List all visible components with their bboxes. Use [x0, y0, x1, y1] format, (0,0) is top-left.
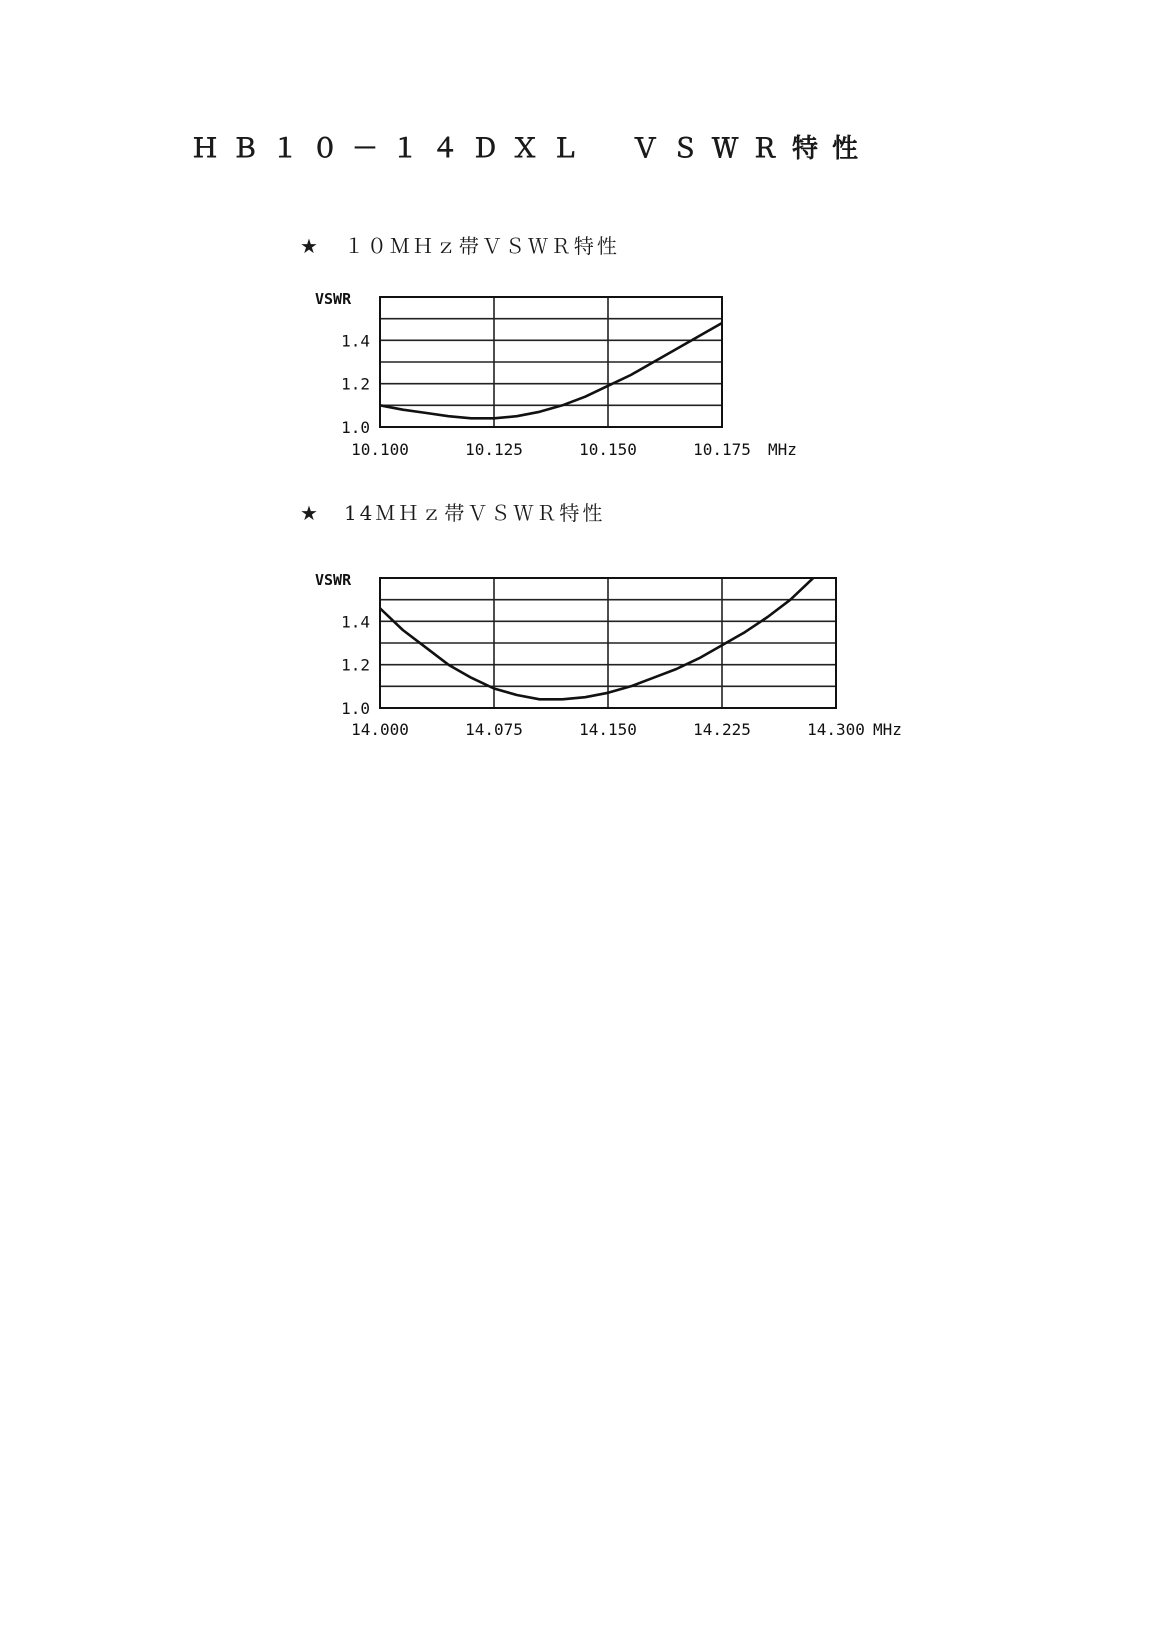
- x-tick-label: 10.125: [465, 440, 523, 459]
- y-tick-label: 1.0: [341, 418, 370, 437]
- x-tick-label: 14.300: [807, 720, 865, 739]
- y-tick-label: 1.4: [341, 331, 370, 351]
- x-tick-label: 14.000: [351, 720, 409, 739]
- x-tick-label: 14.225: [693, 720, 751, 739]
- vswr-curve: [380, 578, 813, 699]
- vswr-curve: [380, 323, 722, 418]
- star-icon: ★: [300, 501, 318, 525]
- chart-14mhz: [315, 571, 902, 739]
- star-icon: ★: [300, 234, 318, 258]
- y-axis-label: VSWR: [315, 571, 352, 589]
- y-tick-label: 1.4: [341, 612, 370, 632]
- chart-10mhz: [315, 290, 797, 459]
- x-axis-unit-label: MHz: [768, 440, 797, 459]
- page-title: ＨＢ１０－１４ＤＸＬ ＶＳＷＲ特性: [192, 134, 873, 163]
- y-axis-label: VSWR: [315, 290, 352, 308]
- chart-heading-label: 14ＭＨｚ帯ＶＳＷＲ特性: [343, 501, 606, 525]
- x-tick-label: 10.175: [693, 440, 751, 459]
- x-axis-unit-label: MHz: [873, 720, 902, 739]
- y-tick-label: 1.2: [341, 374, 370, 394]
- y-tick-label: 1.2: [341, 655, 370, 675]
- x-tick-label: 14.150: [579, 720, 637, 739]
- chart-heading-label: １０ＭＨｚ帯ＶＳＷＲ特性: [343, 234, 620, 258]
- x-tick-label: 14.075: [465, 720, 523, 739]
- x-tick-label: 10.150: [579, 440, 637, 459]
- y-tick-label: 1.0: [341, 699, 370, 718]
- x-tick-label: 10.100: [351, 440, 409, 459]
